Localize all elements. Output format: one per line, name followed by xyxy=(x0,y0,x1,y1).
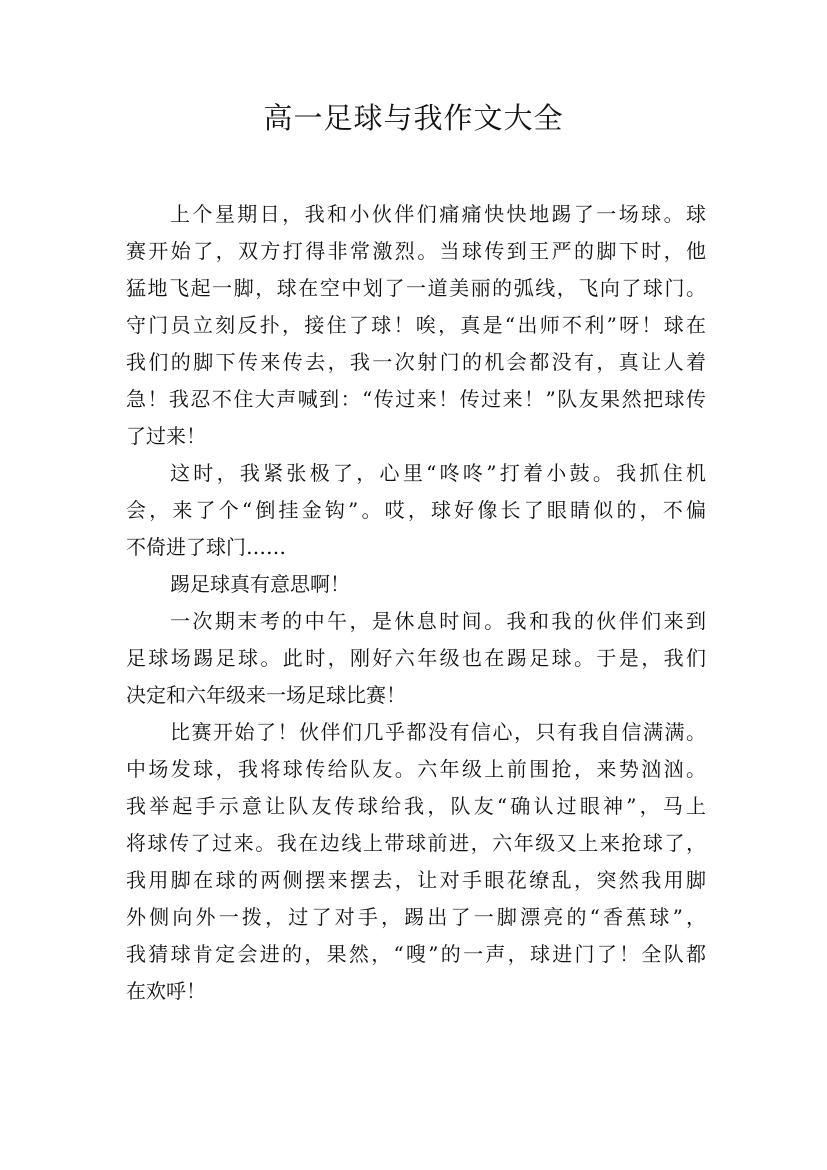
document-title: 高一足球与我作文大全 xyxy=(263,101,564,135)
paragraph-line: 外侧向外一拨，过了对手，踢出了一脚漂亮的“香蕉球”， xyxy=(126,905,706,929)
paragraph-line: 踢足球真有意思啊！ xyxy=(170,572,350,596)
paragraph-line: 这时，我紧张极了，心里“咚咚”打着小鼓。我抓住机 xyxy=(170,461,706,485)
paragraph-line: 猛地飞起一脚，球在空中划了一道美丽的弧线，飞向了球门。 xyxy=(126,276,706,300)
paragraph-line: 我猜球肯定会进的，果然，“嗖”的一声，球进门了！全队都 xyxy=(126,942,706,966)
paragraph-line: 我们的脚下传来传去，我一次射门的机会都没有，真让人着 xyxy=(126,350,706,374)
paragraph-line: 将球传了过来。我在边线上带球前进，六年级又上来抢球了， xyxy=(126,831,706,855)
paragraph-line: 我用脚在球的两侧摆来摆去，让对手眼花缭乱，突然我用脚 xyxy=(126,868,706,892)
paragraph-line: 急！我忍不住大声喊到：“传过来！传过来！”队友果然把球传 xyxy=(126,387,706,411)
document-body xyxy=(126,196,706,1010)
paragraph-line: 一次期末考的中午，是休息时间。我和我的伙伴们来到 xyxy=(170,609,706,633)
paragraph-line: 上个星期日，我和小伙伴们痛痛快快地踢了一场球。球 xyxy=(170,202,706,226)
paragraph-line: 足球场踢足球。此时，刚好六年级也在踢足球。于是，我们 xyxy=(126,646,706,670)
paragraph-line: 了过来！ xyxy=(126,424,206,448)
paragraph-line: 守门员立刻反扑，接住了球！唉，真是“出师不利”呀！球在 xyxy=(126,313,706,337)
paragraph-line: 不倚进了球门…… xyxy=(126,535,286,559)
paragraph-line: 我举起手示意让队友传球给我，队友“确认过眼神”，马上 xyxy=(126,794,706,818)
paragraph-line: 在欢呼！ xyxy=(126,979,206,1003)
paragraph-line: 决定和六年级来一场足球比赛！ xyxy=(126,683,406,707)
paragraph-line: 赛开始了，双方打得非常激烈。当球传到王严的脚下时，他 xyxy=(126,239,706,263)
paragraph-line: 比赛开始了！伙伴们几乎都没有信心，只有我自信满满。 xyxy=(170,720,706,744)
paragraph-line: 会，来了个“倒挂金钩”。哎，球好像长了眼睛似的，不偏 xyxy=(126,498,706,522)
paragraph-line: 中场发球，我将球传给队友。六年级上前围抢，来势汹汹。 xyxy=(126,757,706,781)
